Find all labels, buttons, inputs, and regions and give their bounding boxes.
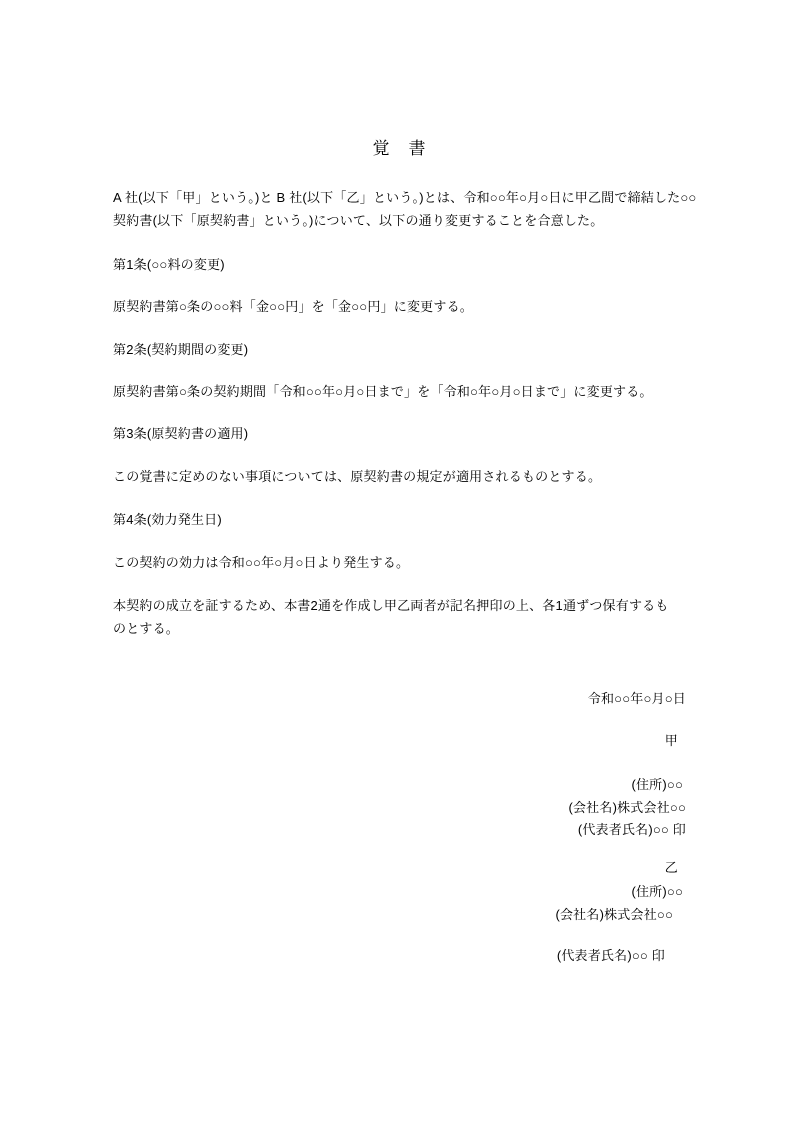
intro-paragraph-line-1: A 社(以下「甲」という。)と B 社(以下「乙」という。)とは、令和○○年○月○日に甲乙間で締結した○○: [113, 190, 697, 205]
party-b-address: (住所)○○: [631, 884, 683, 899]
article-1-heading: 第1条(○○料の変更): [113, 257, 225, 272]
article-2-body: 原契約書第○条の契約期間「令和○○年○月○日まで」を「令和○年○月○日まで」に変更する。: [113, 384, 653, 399]
closing-paragraph-line-1: 本契約の成立を証するため、本書2通を作成し甲乙両者が記名押印の上、各1通ずつ保有するも: [113, 598, 669, 613]
party-a-address: (住所)○○: [631, 777, 683, 792]
document-title: 覚 書: [372, 139, 427, 158]
intro-paragraph-line-2: 契約書(以下「原契約書」という。)について、以下の通り変更することを合意した。: [113, 213, 604, 228]
article-1-body: 原契約書第○条の○○料「金○○円」を「金○○円」に変更する。: [113, 299, 473, 314]
party-b-representative: (代表者氏名)○○ 印: [556, 948, 665, 963]
article-4-body: この契約の効力は令和○○年○月○日より発生する。: [113, 555, 410, 570]
closing-paragraph-line-2: のとする。: [113, 621, 180, 636]
party-b-label: 乙: [664, 860, 678, 875]
party-a-representative: (代表者氏名)○○ 印: [577, 822, 686, 837]
party-a-company: (会社名)株式会社○○: [568, 800, 686, 815]
article-3-heading: 第3条(原契約書の適用): [113, 426, 249, 441]
article-3-body: この覚書に定めのない事項については、原契約書の規定が適用されるものとする。: [113, 469, 602, 484]
article-4-heading: 第4条(効力発生日): [113, 512, 222, 527]
party-b-company: (会社名)株式会社○○: [555, 907, 673, 922]
signature-date-line: 令和○○年○月○日: [587, 691, 686, 706]
party-a-label: 甲: [664, 733, 678, 748]
article-2-heading: 第2条(契約期間の変更): [113, 342, 249, 357]
